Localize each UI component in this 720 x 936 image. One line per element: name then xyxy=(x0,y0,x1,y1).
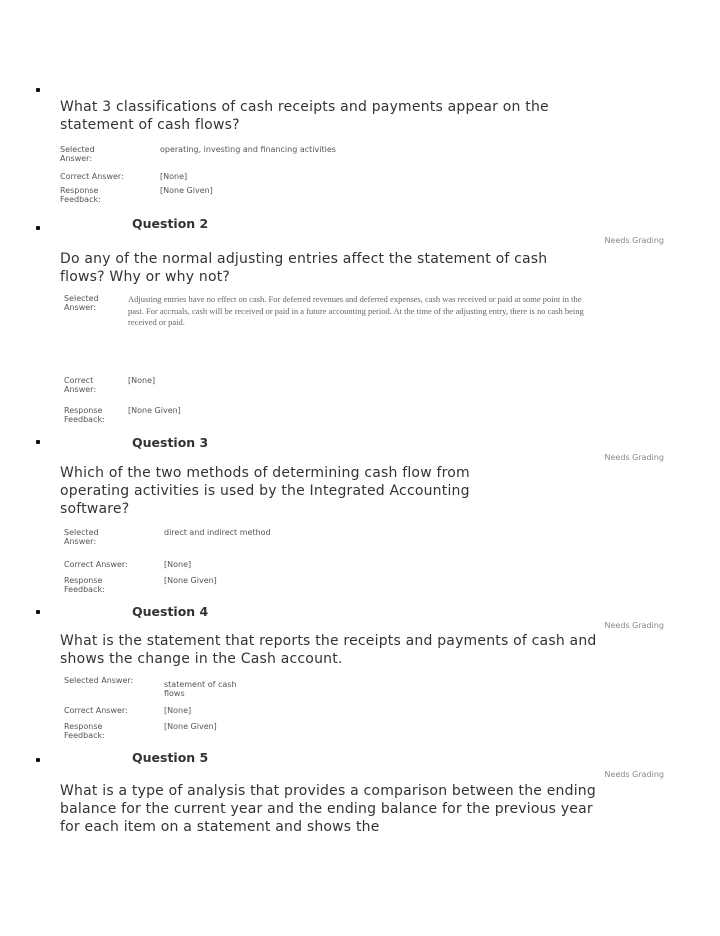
question-2-feedback-value: [None Given] xyxy=(128,406,181,415)
question-3-text: Which of the two methods of determining cash flow from operating activities is used by the Integrated Accounting software? xyxy=(60,465,470,517)
question-2-selected-value: Adjusting entries have no effect on cash. For deferred revenues and deferred expenses, cash was received or paid at some point in the past. For accruals, cash will be received or paid in a future accounting period. At the time of the adjusting entry, there is no cash being received or paid. xyxy=(128,294,584,327)
question-1-correct-value: [None] xyxy=(160,172,188,181)
question-4-status: Needs Grading xyxy=(604,621,664,630)
question-1-feedback-label: Response Feedback: xyxy=(60,186,101,204)
question-1-selected-label: Selected Answer: xyxy=(60,145,95,163)
question-3-selected-value: direct and indirect method xyxy=(164,528,271,537)
question-5-status: Needs Grading xyxy=(604,770,664,779)
question-1-selected-value: operating, investing and financing activities xyxy=(160,145,336,154)
question-4-correct-value: [None] xyxy=(164,706,192,715)
question-4-feedback-label: Response Feedback: xyxy=(64,722,105,740)
question-3-selected-label: Selected Answer: xyxy=(64,528,99,546)
question-3-correct-label: Correct Answer: xyxy=(64,560,128,569)
question-4-text: What is the statement that reports the receipts and payments of cash and shows the change in the Cash account. xyxy=(60,633,597,667)
question-3-feedback-label: Response Feedback: xyxy=(64,576,105,594)
question-3-correct-value: [None] xyxy=(164,560,192,569)
question-1-text: What 3 classifications of cash receipts and payments appear on the statement of cash flows? xyxy=(60,99,549,133)
question-4-correct-label: Correct Answer: xyxy=(64,706,128,715)
question-2-title: Question 2 xyxy=(132,216,209,231)
question-5-bullet xyxy=(36,758,40,762)
question-2-correct-label: Correct Answer: xyxy=(64,376,97,394)
question-3-feedback-value: [None Given] xyxy=(164,576,217,585)
question-1-feedback-value: [None Given] xyxy=(160,186,213,195)
question-2-selected-label: Selected Answer: xyxy=(64,294,99,312)
question-3-status: Needs Grading xyxy=(604,453,664,462)
question-3-bullet xyxy=(36,440,40,444)
question-2-bullet xyxy=(36,226,40,230)
question-4-selected-value: statement of cash flows xyxy=(164,680,237,698)
question-4-selected-label: Selected Answer: xyxy=(64,676,134,685)
question-5-title: Question 5 xyxy=(132,750,209,765)
question-4-feedback-value: [None Given] xyxy=(164,722,217,731)
question-4-title: Question 4 xyxy=(132,604,209,619)
question-1-correct-label: Correct Answer: xyxy=(60,172,124,181)
question-4-bullet xyxy=(36,610,40,614)
question-1-bullet xyxy=(36,88,40,92)
question-5-text: What is a type of analysis that provides a comparison between the ending balance for the current year and the ending balance for the previous year for each item on a statement and shows the xyxy=(60,783,596,835)
question-2-text: Do any of the normal adjusting entries affect the statement of cash flows? Why or why not? xyxy=(60,251,548,285)
question-2-correct-value: [None] xyxy=(128,376,156,385)
question-3-title: Question 3 xyxy=(132,435,209,450)
question-2-status: Needs Grading xyxy=(604,236,664,245)
question-2-feedback-label: Response Feedback: xyxy=(64,406,105,424)
